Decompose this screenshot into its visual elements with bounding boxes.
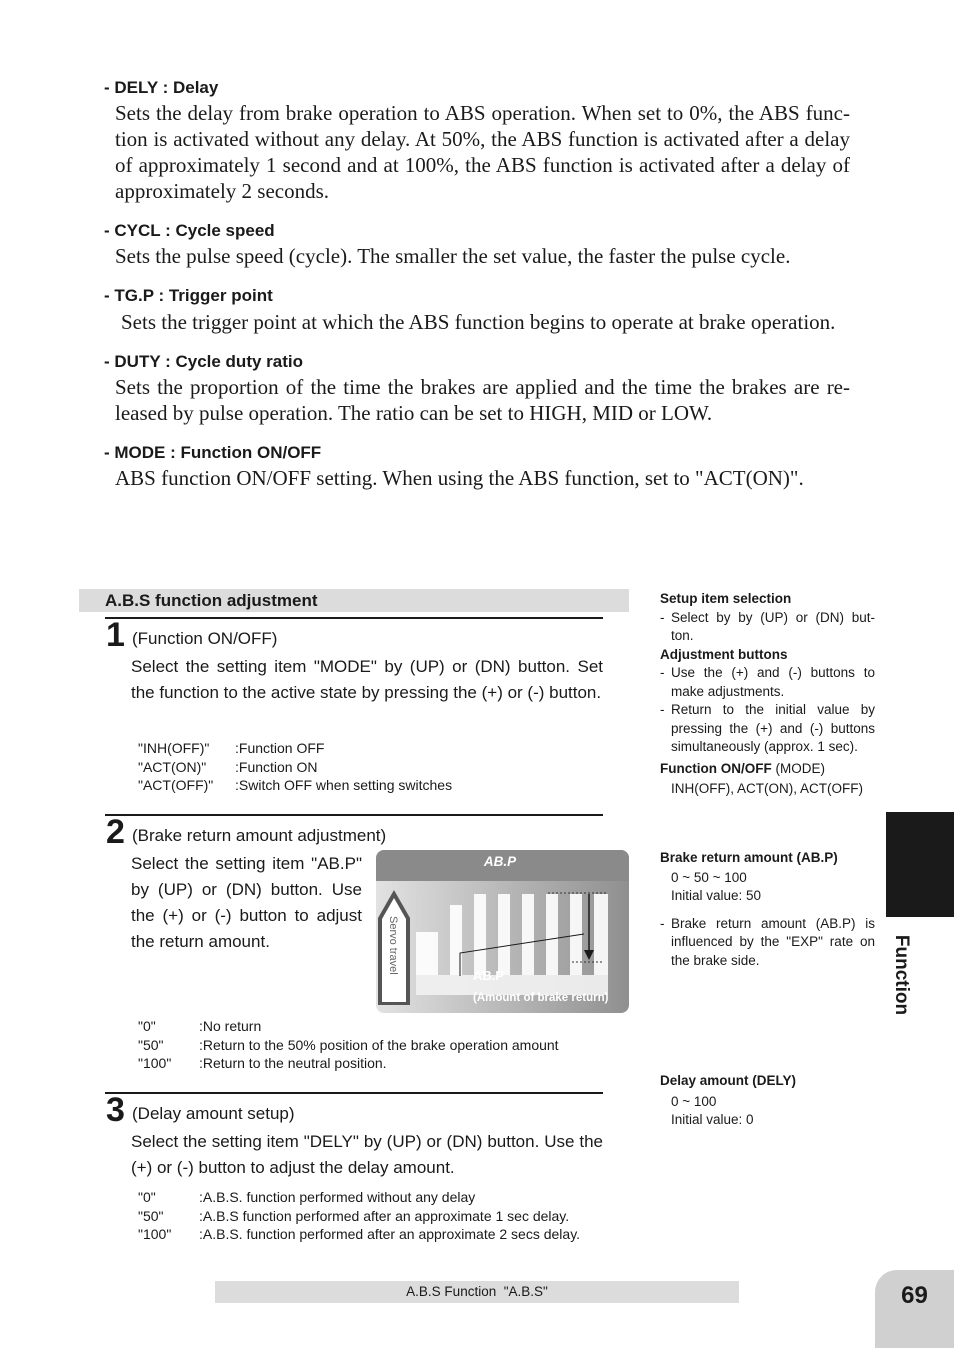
tgp-heading: - TG.P : Trigger point: [104, 286, 273, 305]
abp-label: AB.P: [473, 968, 505, 983]
sidebar-dely-notes: [660, 1072, 875, 1130]
list-item: - Return to the initial value by pressing the (+) and (-) buttons simultaneously (approx. 1 sec).: [660, 702, 875, 754]
chapter-tab-marker: [886, 812, 954, 917]
onoff-values: INH(OFF), ACT(ON), ACT(OFF): [671, 781, 863, 796]
step2-table: [138, 1017, 608, 1073]
step2-number: 2: [106, 813, 125, 851]
step3-body: Select the setting item "DELY" by (UP) or (DN) button. Use the (+) or (-) button to adjust the delay amount.: [131, 1132, 603, 1177]
page-number: 69: [901, 1282, 928, 1309]
abp-title: Brake return amount (AB.P): [660, 850, 838, 865]
onoff-title: Function ON/OFF (MODE): [660, 760, 825, 776]
step3-table: [138, 1188, 608, 1244]
step1-table: [138, 739, 598, 795]
list-item: - Select by by (UP) or (DN) but- ton.: [660, 609, 875, 643]
dely-heading: - DELY : Delay: [104, 78, 219, 97]
section-title-bar: [79, 589, 629, 612]
dely-title: Delay amount (DELY): [660, 1073, 797, 1088]
table-row: "ACT(ON)" :Function ON: [138, 758, 318, 775]
cycl-heading: - CYCL : Cycle speed: [104, 221, 275, 240]
tgp-description: Sets the trigger point at which the ABS function begins to operate at brake operation.: [121, 310, 836, 334]
step1-title: (Function ON/OFF): [132, 629, 278, 648]
abp-range: 0 ~ 50 ~ 100: [671, 869, 747, 885]
table-row: "50" :Return to the 50% position of the brake operation amount: [138, 1036, 559, 1053]
sidebar-abp-notes: [660, 849, 875, 970]
table-row: "0" :No return: [138, 1018, 262, 1034]
abp-sublabel: (Amount of brake return): [473, 992, 609, 1004]
table-row: "100" :A.B.S. function performed after an approximate 2 secs delay.: [138, 1226, 581, 1242]
step1-rule: [105, 617, 603, 619]
step2-rule: [105, 814, 603, 816]
step3-number: 3: [106, 1091, 125, 1129]
step1-number: 1: [106, 616, 125, 654]
duty-heading: - DUTY : Cycle duty ratio: [104, 352, 303, 371]
table-row: "INH(OFF)" :Function OFF: [138, 740, 325, 756]
list-item: - Use the (+) and (-) buttons to make adjustments.: [660, 665, 875, 699]
page-number-tab: [875, 1270, 954, 1348]
mode-heading: - MODE : Function ON/OFF: [104, 443, 322, 462]
step2-body: Select the setting item "AB.P" by (UP) or (DN) button. Use the (+) or (-) button to adjust the return amount.: [131, 854, 362, 951]
dely-description: Sets the delay from brake operation to ABS operation. When set to 0%, the ABS func- tion is activated without any delay. At 50%, the ABS function is activated after a delay of approximately 1 second and at 100%, the ABS function is activated after a delay of approximately 2 seconds.: [115, 101, 850, 203]
abp-initial: Initial value: 50: [671, 888, 762, 903]
diagram-title: AB.P: [483, 854, 517, 869]
setup-title: Setup item selection: [660, 591, 792, 606]
step3-title: (Delay amount setup): [132, 1104, 295, 1123]
duty-description: Sets the proportion of the time the brakes are applied and the time the brakes are re- leased by pulse operation. The ratio can be set to HIGH, MID or LOW.: [115, 375, 850, 425]
table-row: "50" :A.B.S function performed after an approximate 1 sec delay.: [138, 1207, 570, 1224]
list-item: - Brake return amount (AB.P) is influenced by the "EXP" rate on the brake side.: [660, 915, 875, 968]
dely-initial: Initial value: 0: [671, 1112, 754, 1127]
mode-description: ABS function ON/OFF setting. When using the ABS function, set to "ACT(ON)".: [115, 466, 804, 490]
adjust-title: Adjustment buttons: [660, 646, 788, 662]
servo-travel-label: Servo travel: [387, 916, 399, 975]
step2-title: (Brake return amount adjustment): [132, 826, 387, 845]
step1-body: Select the setting item "MODE" by (UP) or (DN) button. Set the function to the active state by pressing the (+) or (-) button.: [131, 657, 603, 702]
table-row: "0" :A.B.S. function performed without any delay: [138, 1189, 476, 1205]
table-row: "100" :Return to the neutral position.: [138, 1055, 387, 1071]
footer-bar: [215, 1281, 739, 1303]
section-title: A.B.S function adjustment: [105, 591, 318, 610]
sidebar-setup-notes: [660, 590, 875, 799]
chapter-tab-label: Function: [891, 934, 912, 1016]
step3-rule: [105, 1092, 603, 1094]
dely-range: 0 ~ 100: [671, 1093, 717, 1109]
abp-diagram: [376, 850, 629, 1013]
cycl-description: Sets the pulse speed (cycle). The smaller the set value, the faster the pulse cycle.: [115, 244, 791, 268]
footer-text: A.B.S Function "A.B.S": [406, 1284, 548, 1299]
table-row: "ACT(OFF)" :Switch OFF when setting switches: [138, 777, 453, 793]
